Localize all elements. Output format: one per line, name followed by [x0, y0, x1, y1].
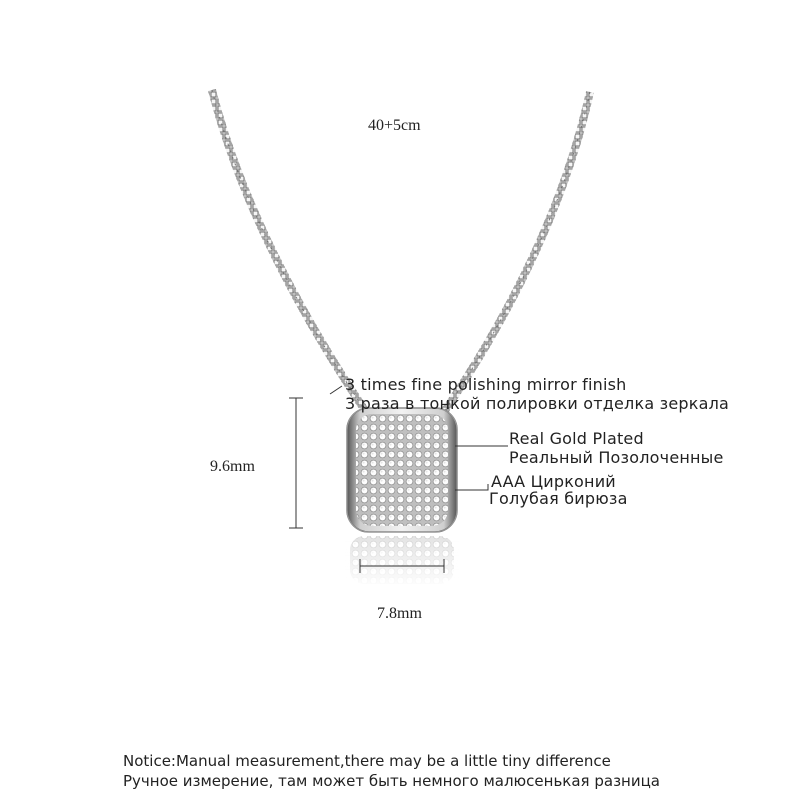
- chain-length-label: 40+5cm: [368, 117, 421, 134]
- notice-ru: Ручное измерение, там может быть немного малюсенькая разница: [123, 772, 660, 790]
- pendant: [347, 408, 457, 532]
- chain-right: [440, 92, 590, 418]
- plating-label-ru: Реальный Позолоченные: [509, 448, 724, 467]
- polish-label-en: 3 times fine polishing mirror finish: [345, 375, 627, 394]
- height-dimension: [289, 398, 303, 528]
- plating-label-en: Real Gold Plated: [509, 429, 644, 448]
- notice-en: Notice:Manual measurement,there may be a little tiny difference: [123, 752, 611, 770]
- width-label: 7.8mm: [377, 605, 422, 622]
- height-label: 9.6mm: [210, 458, 255, 475]
- stone-label-ru: Голубая бирюза: [489, 489, 628, 508]
- chain-left: [212, 90, 370, 418]
- stone-label-en: AAA Цирконий: [491, 472, 616, 491]
- polish-label-ru: 3 раза в тонкой полировки отделка зеркала: [345, 394, 730, 413]
- pendant-reflection: [345, 532, 459, 588]
